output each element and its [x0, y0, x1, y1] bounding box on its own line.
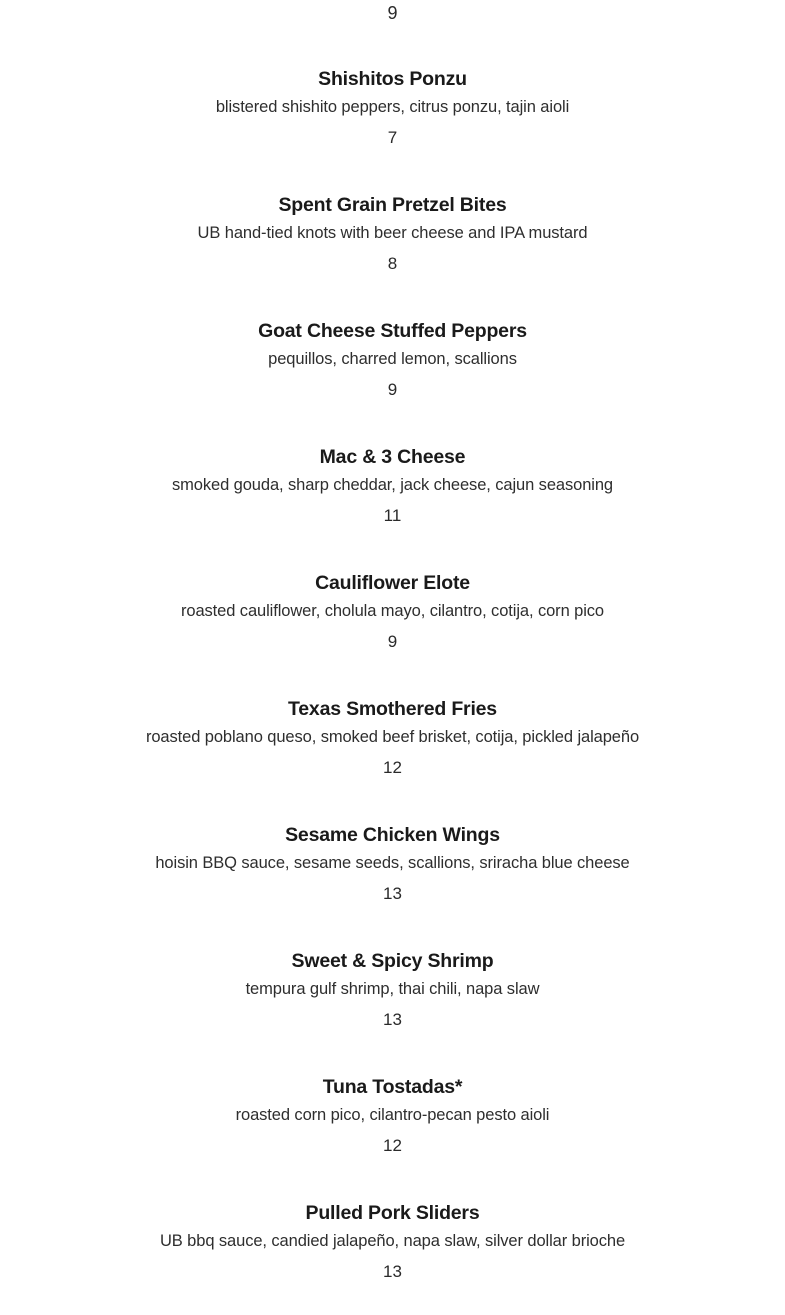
menu-item-price: 7	[387, 128, 398, 147]
menu-item-description: tempura gulf shrimp, thai chili, napa slaw	[245, 980, 540, 998]
menu-item-description: UB bbq sauce, candied jalapeño, napa slaw, silver dollar brioche	[159, 1232, 626, 1250]
menu-item-price: 13	[383, 1010, 402, 1029]
menu-item-name: Spent Grain Pretzel Bites	[278, 194, 507, 216]
menu-item-price: 11	[383, 506, 402, 525]
menu-item-name: Pulled Pork Sliders	[305, 1202, 480, 1224]
menu-item	[0, 571, 785, 653]
menu-item	[0, 1075, 785, 1157]
menu-item-name: Shishitos Ponzu	[318, 68, 467, 90]
menu-item-name: Tuna Tostadas*	[322, 1076, 463, 1098]
previous-item-price: 9	[387, 3, 398, 23]
menu-item-description: roasted poblano queso, smoked beef brisket, cotija, pickled jalapeño	[145, 728, 640, 746]
menu-item-description: roasted corn pico, cilantro-pecan pesto aioli	[235, 1106, 550, 1124]
menu-item	[0, 445, 785, 527]
menu-item	[0, 823, 785, 905]
menu-item-description: hoisin BBQ sauce, sesame seeds, scallions, sriracha blue cheese	[155, 854, 630, 872]
menu-item-name: Mac & 3 Cheese	[319, 446, 466, 468]
menu-item-name: Texas Smothered Fries	[288, 698, 497, 720]
menu-item-name: Cauliflower Elote	[315, 572, 470, 594]
menu-item-description: roasted cauliflower, cholula mayo, cilantro, cotija, corn pico	[180, 602, 604, 620]
menu-item	[0, 319, 785, 401]
menu-item	[0, 67, 785, 149]
menu-item-description: pequillos, charred lemon, scallions	[268, 350, 517, 368]
menu-item-price: 13	[383, 1262, 402, 1281]
menu-item-price: 9	[387, 380, 398, 399]
menu-item	[0, 949, 785, 1031]
menu-item-description: smoked gouda, sharp cheddar, jack cheese, cajun seasoning	[171, 476, 613, 494]
menu-item	[0, 193, 785, 275]
menu-item-description: UB hand-tied knots with beer cheese and IPA mustard	[197, 224, 588, 242]
menu-item	[0, 697, 785, 779]
menu-item-description: blistered shishito peppers, citrus ponzu, tajin aioli	[215, 98, 570, 116]
menu-item-name: Sweet & Spicy Shrimp	[291, 950, 494, 972]
menu-item	[0, 1201, 785, 1283]
menu-item-price: 13	[383, 884, 402, 903]
menu-item-price: 12	[383, 1136, 402, 1155]
menu-item-name: Goat Cheese Stuffed Peppers	[258, 320, 527, 342]
menu-item-price: 12	[383, 758, 402, 777]
menu-item-name: Sesame Chicken Wings	[285, 824, 500, 846]
menu-item-price: 8	[387, 254, 398, 273]
menu-item-price: 9	[387, 632, 398, 651]
